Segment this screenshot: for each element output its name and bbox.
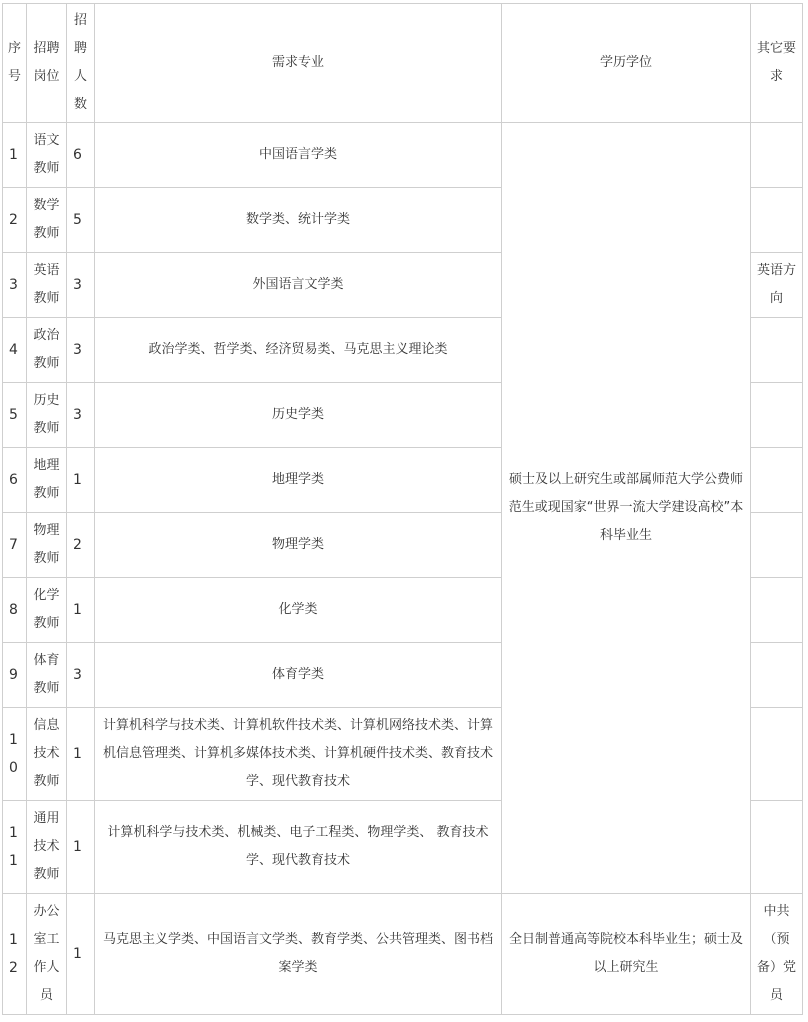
row-major: 体育学类 xyxy=(95,643,502,708)
row-other xyxy=(751,643,803,708)
row-other xyxy=(751,801,803,894)
row-position: 信息技术教师 xyxy=(27,708,67,801)
row-position: 历史教师 xyxy=(27,383,67,448)
row-count: 1 xyxy=(67,448,95,513)
education-shared-cell: 硕士及以上研究生或部属师范大学公费师范生或现国家“世界一流大学建设高校”本科毕业生 xyxy=(502,123,751,894)
row-major: 计算机科学与技术类、计算机软件技术类、计算机网络技术类、计算机信息管理类、计算机多媒体技术类、计算机硬件技术类、教育技术学、现代教育技术 xyxy=(95,708,502,801)
row-major: 地理学类 xyxy=(95,448,502,513)
row-index: 4 xyxy=(3,318,27,383)
row-other xyxy=(751,383,803,448)
row-other xyxy=(751,578,803,643)
row-index: 3 xyxy=(3,253,27,318)
row-count: 1 xyxy=(67,708,95,801)
row-position: 物理教师 xyxy=(27,513,67,578)
row-major: 外国语言文学类 xyxy=(95,253,502,318)
header-education: 学历学位 xyxy=(502,4,751,123)
row-count: 6 xyxy=(67,123,95,188)
row-index: 11 xyxy=(3,801,27,894)
row-index: 1 xyxy=(3,123,27,188)
header-index: 序号 xyxy=(3,4,27,123)
row-count: 5 xyxy=(67,188,95,253)
row-count: 3 xyxy=(67,383,95,448)
row-position: 体育教师 xyxy=(27,643,67,708)
row-count: 1 xyxy=(67,894,95,1015)
row-position: 通用技术教师 xyxy=(27,801,67,894)
row-count: 3 xyxy=(67,253,95,318)
header-row xyxy=(3,4,803,123)
education-row12-cell: 全日制普通高等院校本科毕业生；硕士及以上研究生 xyxy=(502,894,751,1015)
header-count: 招聘人数 xyxy=(67,4,95,123)
row-major: 政治学类、哲学类、经济贸易类、马克思主义理论类 xyxy=(95,318,502,383)
row-index: 12 xyxy=(3,894,27,1015)
row-index: 9 xyxy=(3,643,27,708)
row-other xyxy=(751,188,803,253)
row-position: 政治教师 xyxy=(27,318,67,383)
row-position: 办公室工作人员 xyxy=(27,894,67,1015)
row-major: 历史学类 xyxy=(95,383,502,448)
row-major: 马克思主义学类、中国语言文学类、教育学类、公共管理类、图书档案学类 xyxy=(95,894,502,1015)
row-major: 中国语言学类 xyxy=(95,123,502,188)
header-major: 需求专业 xyxy=(95,4,502,123)
row-count: 2 xyxy=(67,513,95,578)
row-position: 英语教师 xyxy=(27,253,67,318)
row-other xyxy=(751,448,803,513)
row-other xyxy=(751,318,803,383)
table-row xyxy=(3,894,803,1015)
row-major: 物理学类 xyxy=(95,513,502,578)
row-index: 6 xyxy=(3,448,27,513)
header-other: 其它要求 xyxy=(751,4,803,123)
row-index: 7 xyxy=(3,513,27,578)
header-position: 招聘岗位 xyxy=(27,4,67,123)
row-other xyxy=(751,513,803,578)
row-index: 2 xyxy=(3,188,27,253)
row-other: 中共（预备）党员 xyxy=(751,894,803,1015)
row-other xyxy=(751,123,803,188)
row-position: 数学教师 xyxy=(27,188,67,253)
row-other xyxy=(751,708,803,801)
row-position: 语文教师 xyxy=(27,123,67,188)
row-count: 1 xyxy=(67,578,95,643)
row-index: 5 xyxy=(3,383,27,448)
row-position: 化学教师 xyxy=(27,578,67,643)
row-major: 数学类、统计学类 xyxy=(95,188,502,253)
row-count: 3 xyxy=(67,643,95,708)
row-index: 8 xyxy=(3,578,27,643)
row-count: 3 xyxy=(67,318,95,383)
row-count: 1 xyxy=(67,801,95,894)
row-other: 英语方向 xyxy=(751,253,803,318)
recruitment-table xyxy=(2,3,803,1015)
row-major: 计算机科学与技术类、机械类、电子工程类、物理学类、 教育技术学、现代教育技术 xyxy=(95,801,502,894)
table-row xyxy=(3,123,803,188)
row-major: 化学类 xyxy=(95,578,502,643)
row-position: 地理教师 xyxy=(27,448,67,513)
row-index: 10 xyxy=(3,708,27,801)
